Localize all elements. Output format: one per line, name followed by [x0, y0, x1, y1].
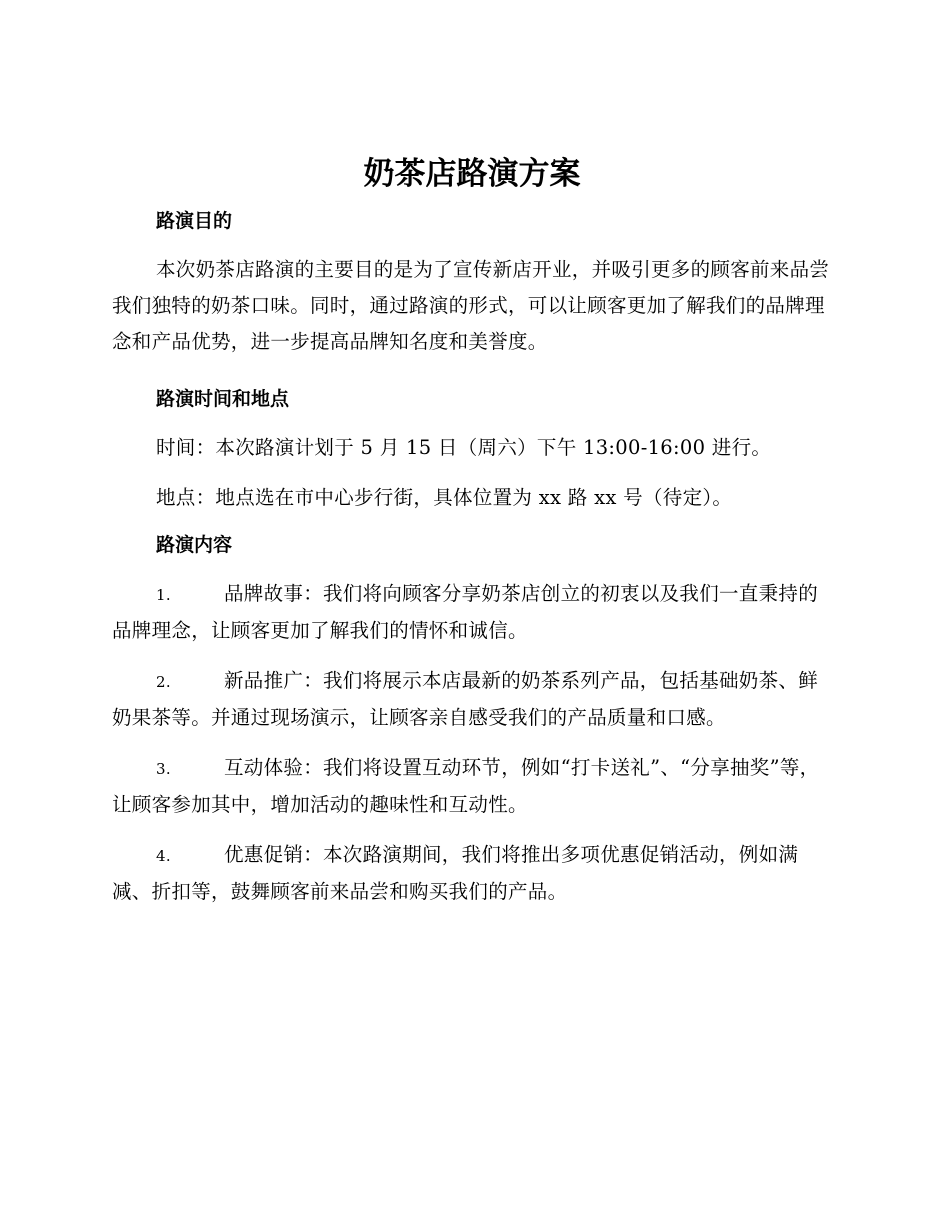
place-paragraph: 地点：地点选在市中心步行街，具体位置为 xx 路 xx 号（待定）。	[156, 486, 733, 509]
purpose-paragraph: 本次奶茶店路演的主要目的是为了宣传新店开业，并吸引更多的顾客前来品尝我们独特的奶茶口味。同时，通过路演的形式，可以让顾客更加了解我们的品牌理念和产品优势，进一步提高品牌知名度和美誉度。	[112, 258, 830, 353]
list-item-text: 优惠促销：本次路演期间，我们将推出多项优惠促销活动，例如满减、折扣等，鼓舞顾客前来品尝和购买我们的产品。	[112, 843, 799, 903]
list-item	[112, 663, 832, 736]
list-item	[112, 750, 832, 823]
list-item-text: 品牌故事：我们将向顾客分享奶茶店创立的初衷以及我们一直秉持的品牌理念，让顾客更加了解我们的情怀和诚信。	[112, 582, 819, 642]
list-item-number: 3.	[156, 760, 171, 778]
document-page	[112, 148, 832, 910]
time-paragraph: 时间：本次路演计划于 5 月 15 日（周六）下午 13:00-16:00 进行。	[156, 436, 772, 459]
section-heading-time-place: 路演时间和地点	[156, 388, 290, 410]
list-item-number: 1.	[156, 586, 171, 604]
list-item-text: 互动体验：我们将设置互动环节，例如“打卡送礼”、“分享抽奖”等，让顾客参加其中，增加活动的趣味性和互动性。	[112, 756, 820, 816]
list-item-number: 4.	[156, 847, 171, 865]
list-item	[112, 837, 832, 910]
list-item	[112, 576, 832, 649]
list-item-text: 新品推广：我们将展示本店最新的奶茶系列产品，包括基础奶茶、鲜奶果茶等。并通过现场演示，让顾客亲自感受我们的产品质量和口感。	[112, 669, 819, 729]
section-heading-purpose: 路演目的	[156, 210, 233, 232]
section-heading-content: 路演内容	[156, 534, 233, 556]
list-item-number: 2.	[156, 673, 171, 691]
document-title: 奶茶店路演方案	[363, 156, 581, 192]
